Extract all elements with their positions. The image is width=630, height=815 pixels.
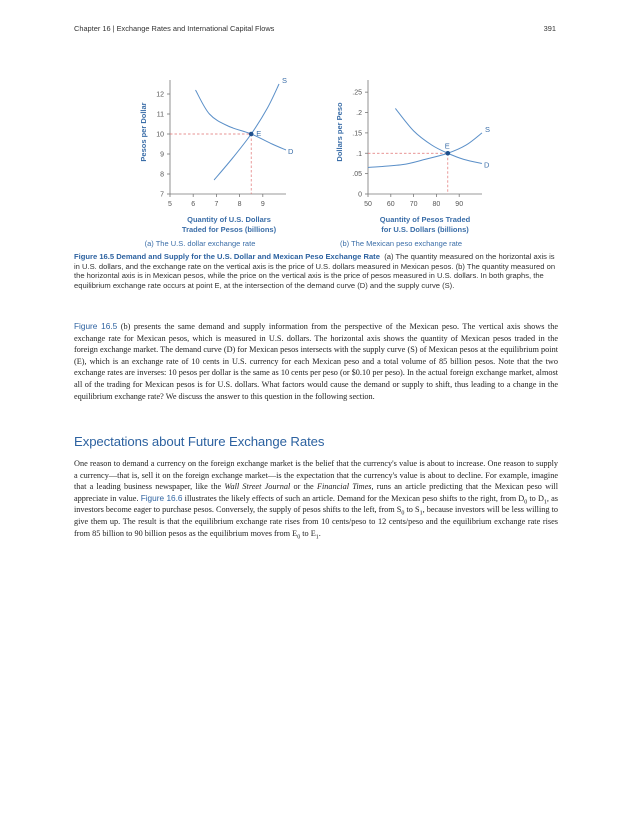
panel-b-y-tick-label: 0 (358, 191, 362, 199)
panel-a-y-tick-label: 12 (156, 91, 164, 99)
p2-text-9: to E (300, 528, 316, 538)
p2-text-4: illustrates the likely effects of such an article. Demand for the Mexican peso shifts to the right, from D (182, 493, 525, 503)
panel-b-y-tick-label: .1 (356, 150, 362, 158)
p2-italic-ft: Financial Times (316, 482, 372, 492)
page-number: 391 (543, 24, 556, 33)
p2-sub-1: 0 (524, 499, 528, 506)
p2-sub-3: 0 (401, 511, 405, 518)
panel-b-y-tick-label: .05 (352, 171, 362, 179)
panel-a-y-tick-label: 7 (160, 191, 164, 199)
caption-title: Figure 16.5 Demand and Supply for the U.S. Dollar and Mexican Peso Exchange Rate (74, 252, 380, 261)
panel-a-y-tick-label: 10 (156, 131, 164, 139)
panel-a-x-tick-label: 7 (214, 201, 219, 208)
p2-text-10: . (318, 528, 321, 538)
panel-b-chart (335, 80, 490, 248)
panel-a-x-tick-label: 8 (237, 201, 242, 208)
panel-b-sublabel: (b) The Mexican peso exchange rate (339, 239, 463, 248)
panel-a-y-tick-label: 11 (156, 111, 164, 119)
panel-b-y-tick-label: .2 (356, 110, 362, 118)
panel-a-x-axis-label-line2: Traded for Pesos (billions) (181, 225, 277, 234)
p2-sub-2: 1 (543, 499, 547, 506)
panel-a-y-axis-label: Pesos per Dollar (139, 102, 148, 162)
p2-text-2: or the (290, 482, 317, 492)
panel-a-x-tick-label: 5 (168, 201, 172, 208)
p2-text-5: to D (527, 493, 544, 503)
panel-b-y-axis-label: Dollars per Peso (335, 102, 344, 162)
paragraph-figure-explanation (74, 321, 558, 402)
p2-italic-wsj: Wall Street Journal (224, 482, 291, 492)
panel-a-x-tick-label: 9 (260, 201, 265, 208)
panel-b-supply-label: S (485, 124, 491, 134)
panel-b-x-axis-label-line1: Quantity of Pesos Traded (379, 215, 471, 224)
chapter-title: Chapter 16 | Exchange Rates and International Capital Flows (74, 24, 275, 33)
panel-b-equilibrium-point (446, 151, 451, 156)
panel-b-axes (352, 80, 482, 208)
panel-a-axes (156, 80, 286, 208)
panel-b-x-tick-label: 70 (409, 201, 418, 208)
panel-a-sublabel: (a) The U.S. dollar exchange rate (144, 239, 256, 248)
panel-a-supply-label: S (282, 76, 288, 85)
p2-sub-4: 1 (419, 511, 423, 518)
panel-b-supply-curve (368, 133, 482, 168)
panel-b-demand-label: D (484, 160, 490, 170)
panel-a-x-axis-label-line1: Quantity of U.S. Dollars (187, 215, 271, 224)
paragraph-expectations (74, 458, 558, 539)
p2-sub-6: 1 (315, 534, 319, 541)
figure-caption (74, 252, 558, 290)
figure-16-5-link[interactable]: Figure 16.5 (74, 322, 118, 331)
panel-b-x-axis-label-line2: for U.S. Dollars (billions) (381, 225, 469, 234)
p2-text-7: to S (404, 505, 420, 515)
panel-b-x-tick-label: 60 (386, 201, 395, 208)
p2-text-3: , runs an article predicting that the Mexican peso will appreciate in value. (74, 482, 559, 503)
panel-b-equilibrium-label: E (444, 141, 450, 151)
panel-a-chart (139, 76, 294, 248)
p2-sub-5: 0 (297, 534, 301, 541)
panel-a-x-tick-label: 6 (191, 201, 196, 208)
panel-b-demand-curve (395, 108, 482, 163)
panel-a-equilibrium-point (249, 132, 254, 137)
p2-text-1: One reason to demand a currency on the foreign exchange market is the belief that the currency's value is about to increase. One reason to supply a currency—that is, sell it on the foreign exchange market—is the expectation that the currency's value is about to decline. For example, imagine that a leading business newspaper, like the (74, 459, 558, 492)
caption-text: (a) The quantity measured on the horizontal axis is in U.S. dollars, and the exchange rate on the vertical axis is the price of U.S. dollars measured in Mexican pesos. (b) The quantity measured on the horizontal axis is in Mexican pesos, while the price on the vertical axis is the price of pesos measured in U.S. dollars. In both graphs, the equilibrium exchange rate occurs at point E, at the intersection of the demand curve (D) and the supply curve (S). (74, 252, 556, 290)
p2-text-6: , as investors become eager to purchase pesos. Conversely, the supply of pesos shifts to the left, from S (74, 493, 559, 515)
panel-b-y-tick-label: .15 (352, 130, 362, 138)
panel-a-y-tick-label: 8 (160, 171, 164, 179)
panel-b-x-tick-label: 80 (432, 201, 441, 208)
figure-16-5 (0, 0, 630, 255)
panel-a-equilibrium-label: E (256, 129, 262, 138)
panel-b-x-tick-label: 50 (364, 201, 372, 208)
section-heading: Expectations about Future Exchange Rates (74, 434, 325, 449)
figure-16-6-link[interactable]: Figure 16.6 (140, 493, 183, 503)
panel-a-plot (170, 76, 294, 194)
panel-b-plot (368, 108, 490, 194)
panel-a-demand-label: D (288, 147, 294, 156)
panel-a-y-tick-label: 9 (160, 151, 164, 159)
panel-b-x-tick-label: 90 (455, 201, 464, 208)
p2-text-8: , because investors will be less willing to give them up. The result is that the equilibrium exchange rate rises from 10 cents/peso to 12 cents/peso and the equilibrium exchange rate rises from 85 billion to 90 billion pesos as the equilibrium moves from E (74, 505, 559, 538)
panel-b-y-tick-label: .25 (352, 89, 362, 97)
paragraph1-text: (b) presents the same demand and supply information from the perspective of the Mexican peso. The vertical axis shows the exchange rate for Mexican pesos, which is measured in U.S. dollars. The horizontal axis shows the quantity of Mexican pesos traded in the foreign exchange market. The demand curve (D) for Mexican pesos intersects with the supply curve (S) of Mexican pesos at the equilibrium point (E), which is an exchange rate of 10 cents in U.S. currency for each Mexican peso and a total volume of 85 billion pesos. Note that the two exchange rates are inverses: 10 pesos per dollar is the same as 10 cents per peso (or $0.10 per peso). In the actual foreign exchange market, almost all of the trading for Mexican pesos is for U.S. dollars. What factors would cause the demand or supply to shift, thus leading to a change in the equilibrium exchange rate? We discuss the answer to this question in the following section. (74, 322, 558, 401)
